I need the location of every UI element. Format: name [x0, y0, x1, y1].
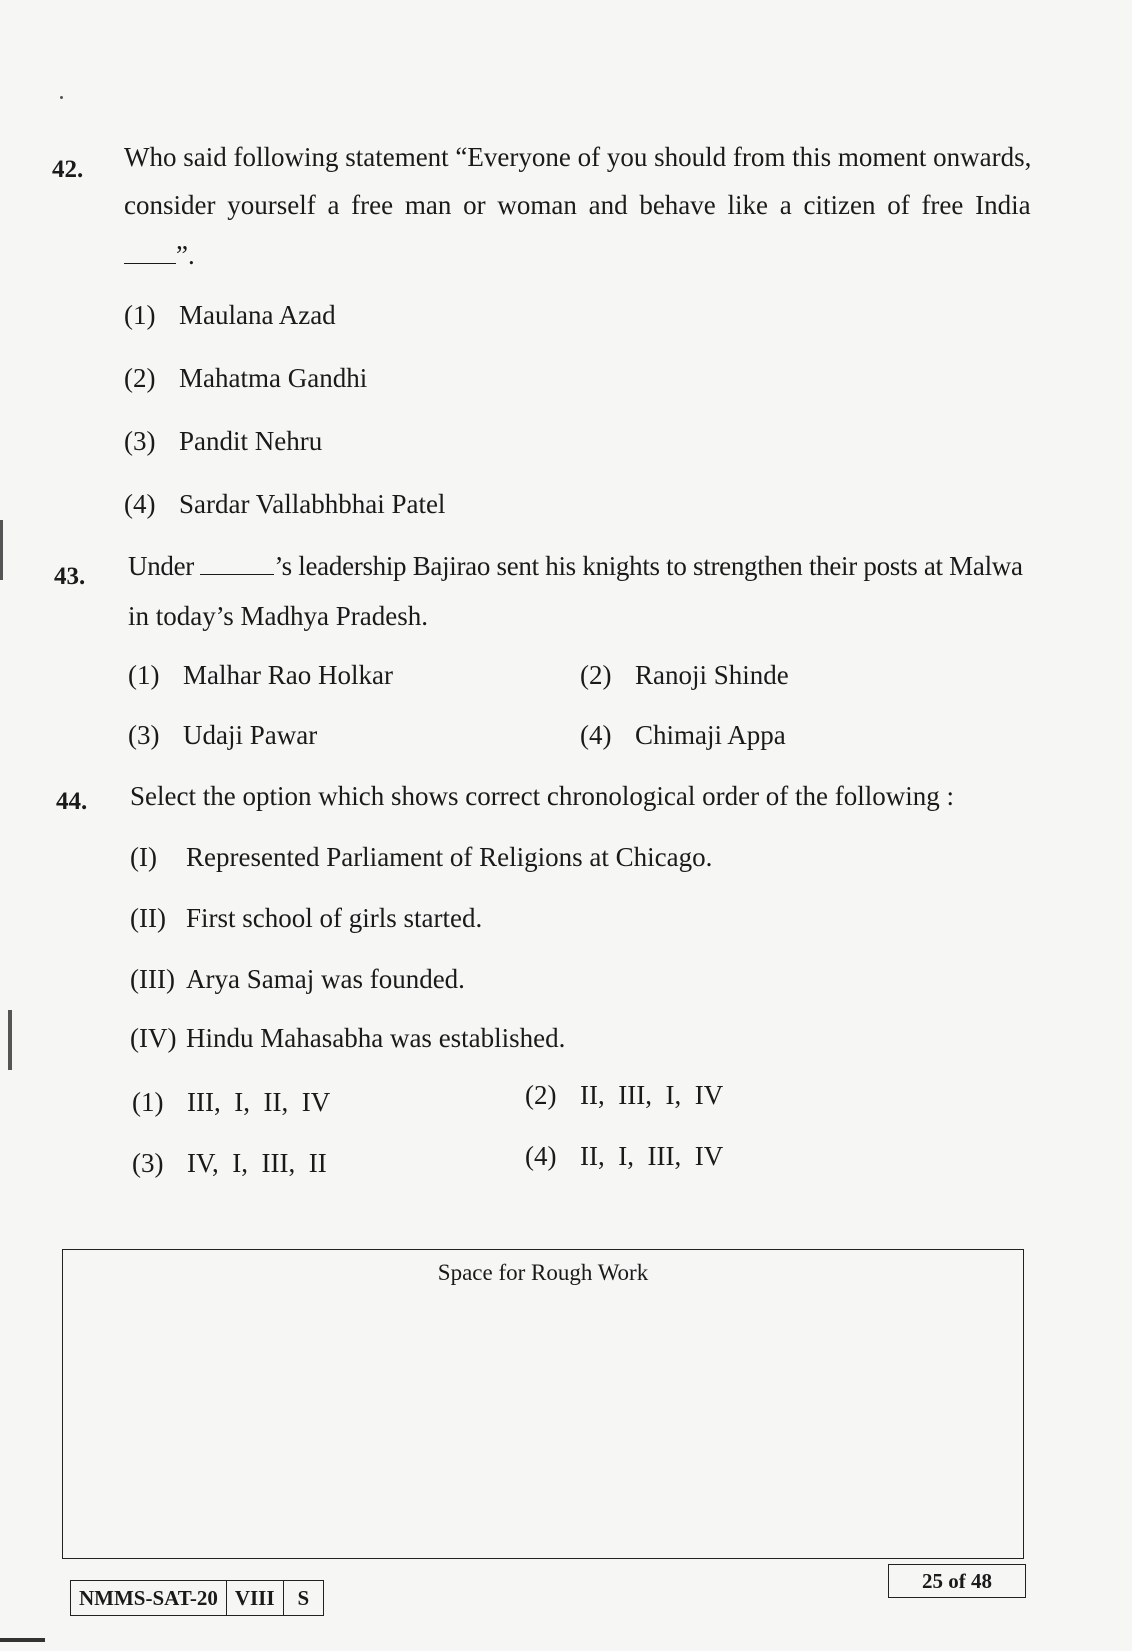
statement-number: (III) [130, 964, 175, 994]
option [525, 1080, 723, 1111]
option-text: Udaji Pawar [183, 720, 318, 750]
option-text: Chimaji Appa [635, 720, 786, 750]
question-text-line: Who said following statement “Everyone of you should from this moment onwards, [124, 142, 1032, 172]
margin-mark [0, 1638, 45, 1642]
page-number: 25 of 48 [888, 1564, 1026, 1598]
option-text: III, I, II, IV [187, 1087, 331, 1117]
statement-number: (II) [130, 903, 166, 933]
option [128, 660, 393, 691]
option [124, 300, 336, 331]
class-code: VIII [227, 1581, 284, 1615]
option [525, 1141, 723, 1172]
question-number: 44. [56, 788, 88, 815]
statement-text: First school of girls started. [186, 903, 483, 933]
closing-quote: ”. [176, 240, 195, 270]
option-number: (3) [124, 426, 156, 456]
option-text: IV, I, III, II [187, 1148, 327, 1178]
option [580, 660, 789, 691]
option [124, 489, 445, 520]
option-text: II, III, I, IV [580, 1080, 724, 1110]
margin-mark [8, 1010, 12, 1070]
statement-text: Represented Parliament of Religions at Chicago. [186, 842, 713, 872]
option-text: Pandit Nehru [179, 426, 323, 456]
option-text: II, I, III, IV [580, 1141, 724, 1171]
option [132, 1087, 330, 1118]
option-text: Maulana Azad [179, 300, 336, 330]
question-text-line: in today’s Madhya Pradesh. [128, 601, 428, 631]
statement-text: Hindu Mahasabha was established. [186, 1023, 566, 1053]
option-text: Ranoji Shinde [635, 660, 789, 690]
option [124, 426, 322, 457]
statement [130, 964, 465, 995]
paper-code-box [70, 1580, 324, 1616]
answer-blank [124, 263, 176, 264]
statement [130, 1023, 565, 1054]
question-text-line [128, 542, 1023, 590]
option-number: (4) [124, 489, 156, 519]
paper-code: NMMS-SAT-20 [71, 1581, 227, 1615]
question-text: ’s leadership Bajirao sent his knights to strengthen their posts at Malwa [274, 551, 1023, 581]
question-text-line: Select the option which shows correct chronological order of the following : [130, 781, 955, 811]
statement-number: (I) [130, 842, 157, 872]
option-number: (4) [580, 720, 612, 750]
statement-number: (IV) [130, 1023, 177, 1053]
option-number: (1) [132, 1087, 164, 1117]
option-number: (1) [124, 300, 156, 330]
option-number: (2) [525, 1080, 557, 1110]
option-text: Mahatma Gandhi [179, 363, 368, 393]
question-number: 43. [54, 563, 86, 590]
question-text: Under [128, 551, 194, 581]
option-number: (2) [580, 660, 612, 690]
option [580, 720, 786, 751]
option-number: (3) [132, 1148, 164, 1178]
question-text-line [124, 231, 195, 279]
option-text: Sardar Vallabhbhai Patel [179, 489, 446, 519]
question-number: 42. [52, 156, 84, 183]
answer-blank [200, 574, 274, 575]
statement-text: Arya Samaj was founded. [186, 964, 465, 994]
option-number: (4) [525, 1141, 557, 1171]
option [128, 720, 317, 751]
option-text: Malhar Rao Holkar [183, 660, 393, 690]
scan-speck [60, 96, 63, 99]
margin-mark [0, 520, 3, 580]
option-number: (3) [128, 720, 160, 750]
option-number: (1) [128, 660, 160, 690]
rough-work-box [62, 1249, 1024, 1559]
question-text-line: consider yourself a free man or woman and behave like a citizen of free India [124, 190, 1031, 220]
subject-code: S [297, 1586, 310, 1610]
statement [130, 842, 712, 873]
option [124, 363, 367, 394]
option-number: (2) [124, 363, 156, 393]
statement [130, 903, 482, 934]
rough-work-title: Space for Rough Work [437, 1260, 649, 1285]
option [132, 1148, 327, 1179]
